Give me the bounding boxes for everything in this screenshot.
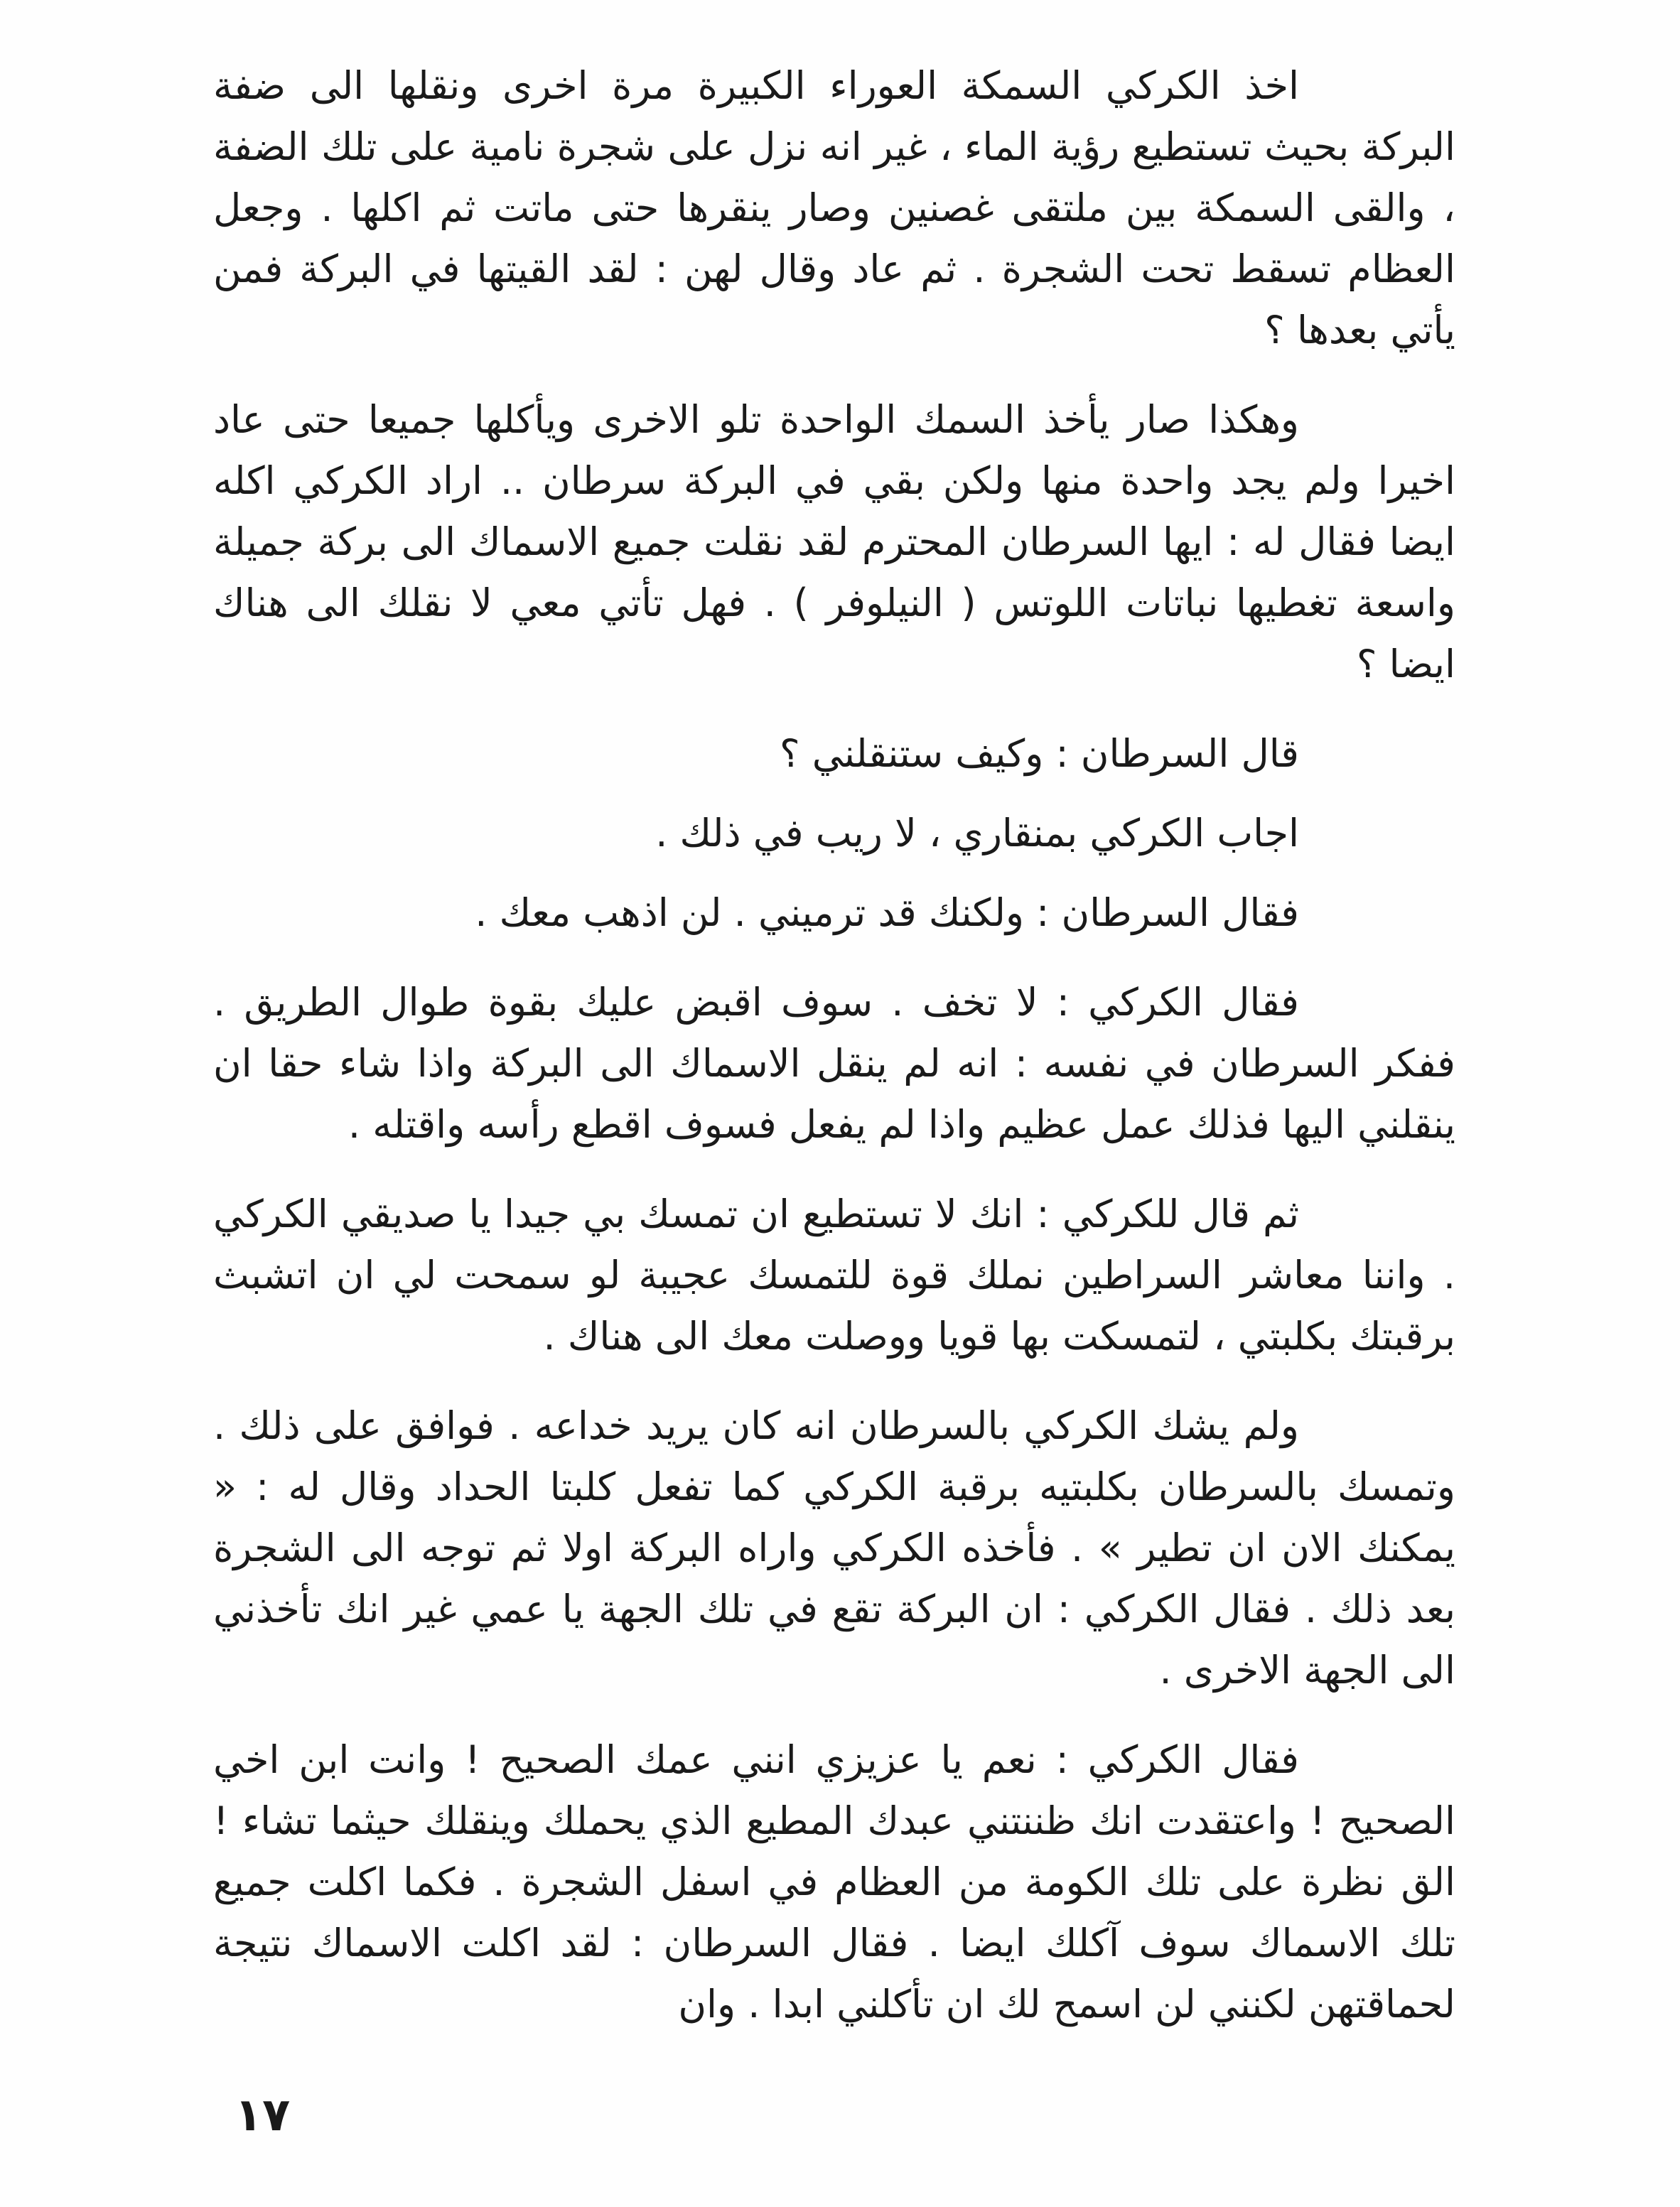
paragraph-8: ولم يشك الكركي بالسرطان انه كان يريد خداعه . فوافق على ذلك . وتمسك بالسرطان بكلبتيه برقبة الكركي كما تفعل كلبتا الحداد وقال له : « يمكنك الان ان تطير » . فأخذه الكركي واراه البركة اولا ثم توجه الى الشجرة بعد ذلك . فقال الكركي : ان البركة تقع في تلك الجهة يا عمي غير انك تأخذني الى الجهة الاخرى . (213, 1403, 1455, 1693)
paragraph-6: فقال الكركي : لا تخف . سوف اقبض عليك بقوة طوال الطريق . ففكر السرطان في نفسه : انه لم ينقل الاسماك الى البركة واذا شاء حقا ان ينقلني اليها فذلك عمل عظيم واذا لم يفعل فسوف اقطع رأسه واقتله . (213, 980, 1455, 1147)
page-number: ١٧ (235, 2089, 291, 2142)
paragraph-9: فقال الكركي : نعم يا عزيزي انني عمك الصحيح ! وانت ابن اخي الصحيح ! واعتقدت انك ظننتني عبدك المطيع الذي يحملك وينقلك حيثما تشاء ! الق نظرة على تلك الكومة من العظام في اسفل الشجرة . فكما اكلت جميع تلك الاسماك سوف آكلك ايضا . فقال السرطان : لقد اكلت الاسماك نتيجة لحماقتهن لكنني لن اسمح لك ان تأكلني ابدا . وان (213, 1737, 1455, 2027)
paragraph-1: اخذ الكركي السمكة العوراء الكبيرة مرة اخرى ونقلها الى ضفة البركة بحيث تستطيع رؤية الماء ، غير انه نزل على شجرة نامية على تلك الضفة ، والقى السمكة بين ملتقى غصنين وصار ينقرها حتى ماتت ثم اكلها . وجعل العظام تسقط تحت الشجرة . ثم عاد وقال لهن : لقد القيتها في البركة فمن يأتي بعدها ؟ (213, 63, 1455, 352)
paragraph-5: فقال السرطان : ولكنك قد ترميني . لن اذهب معك . (475, 890, 1299, 935)
body-text (213, 55, 1455, 2035)
paragraph-4: اجاب الكركي بمنقاري ، لا ريب في ذلك . (655, 811, 1299, 856)
paragraph-7: ثم قال للكركي : انك لا تستطيع ان تمسك بي جيدا يا صديقي الكركي . واننا معاشر السراطين نملك قوة للتمسك عجيبة لو سمحت لي ان اتشبث برقبتك بكلبتي ، لتمسكت بها قويا ووصلت معك الى هناك . (213, 1192, 1455, 1359)
paragraph-3: قال السرطان : وكيف ستنقلني ؟ (779, 731, 1299, 776)
paragraph-2: وهكذا صار يأخذ السمك الواحدة تلو الاخرى ويأكلها جميعا حتى عاد اخيرا ولم يجد واحدة منها ولكن بقي في البركة سرطان .. اراد الكركي اكله ايضا فقال له : ايها السرطان المحترم لقد نقلت جميع الاسماك الى بركة جميلة واسعة تغطيها نباتات اللوتس ( النيلوفر ) . فهل تأتي معي لا نقلك الى هناك ايضا ؟ (213, 397, 1455, 686)
